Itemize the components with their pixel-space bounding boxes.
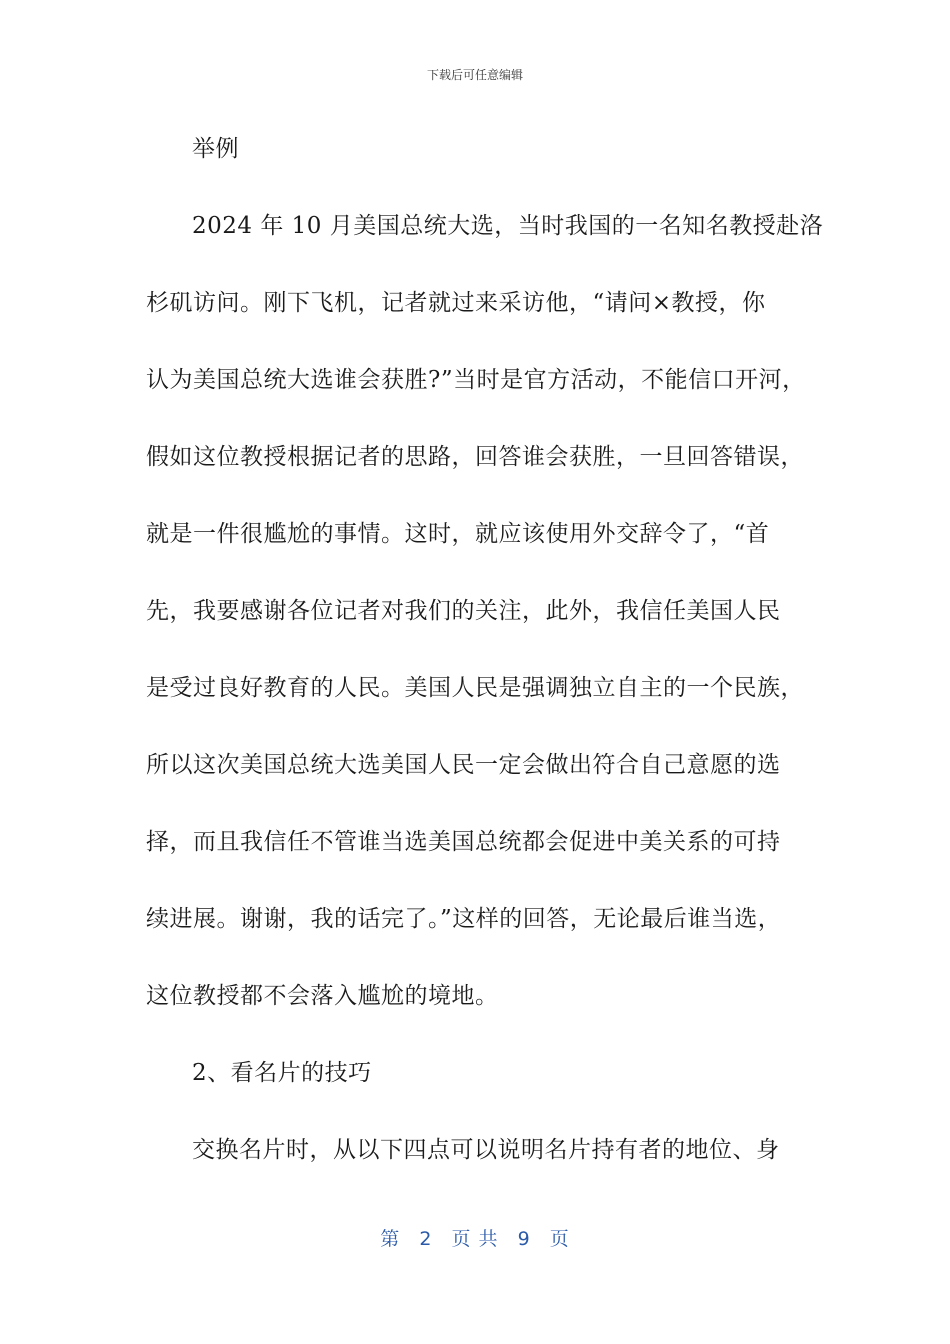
paragraph-line: 举例 [192,136,239,162]
current-page-number: 2 [419,1228,433,1250]
paragraph-line: 假如这位教授根据记者的思路，回答谁会获胜，一旦回答错误， [146,444,804,470]
paragraph-line: 交换名片时，从以下四点可以说明名片持有者的地位、身 [192,1137,780,1163]
paragraph-line: 2024 年 10 月美国总统大选，当时我国的一名知名教授赴洛 [192,213,824,239]
document-body [146,123,826,1201]
footer-suffix: 页 [549,1228,570,1250]
paragraph-line: 就是一件很尴尬的事情。这时，就应该使用外交辞令了，“首 [146,521,770,547]
paragraph-line: 杉矶访问。刚下飞机，记者就过来采访他，“请问×教授，你 [146,290,766,316]
paragraph-line: 续进展。谢谢，我的话完了。”这样的回答，无论最后谁当选， [146,906,782,932]
footer-prefix: 第 [380,1228,401,1250]
page-footer [0,1224,950,1251]
paragraph-line: 所以这次美国总统大选美国人民一定会做出符合自己意愿的选 [146,752,781,778]
section-heading: 2、看名片的技巧 [192,1060,372,1086]
paragraph-line: 择，而且我信任不管谁当选美国总统都会促进中美关系的可持 [146,829,781,855]
paragraph-line: 这位教授都不会落入尴尬的境地。 [146,983,499,1009]
paragraph-line: 是受过良好教育的人民。美国人民是强调独立自主的一个民族， [146,675,804,701]
footer-middle: 页 共 [451,1228,499,1250]
paragraph-line: 先，我要感谢各位记者对我们的关注，此外，我信任美国人民 [146,598,781,624]
total-page-number: 9 [517,1228,531,1250]
page-header: 下载后可任意编辑 [426,68,523,82]
paragraph-line: 认为美国总统大选谁会获胜?”当时是官方活动，不能信口开河， [146,367,806,393]
